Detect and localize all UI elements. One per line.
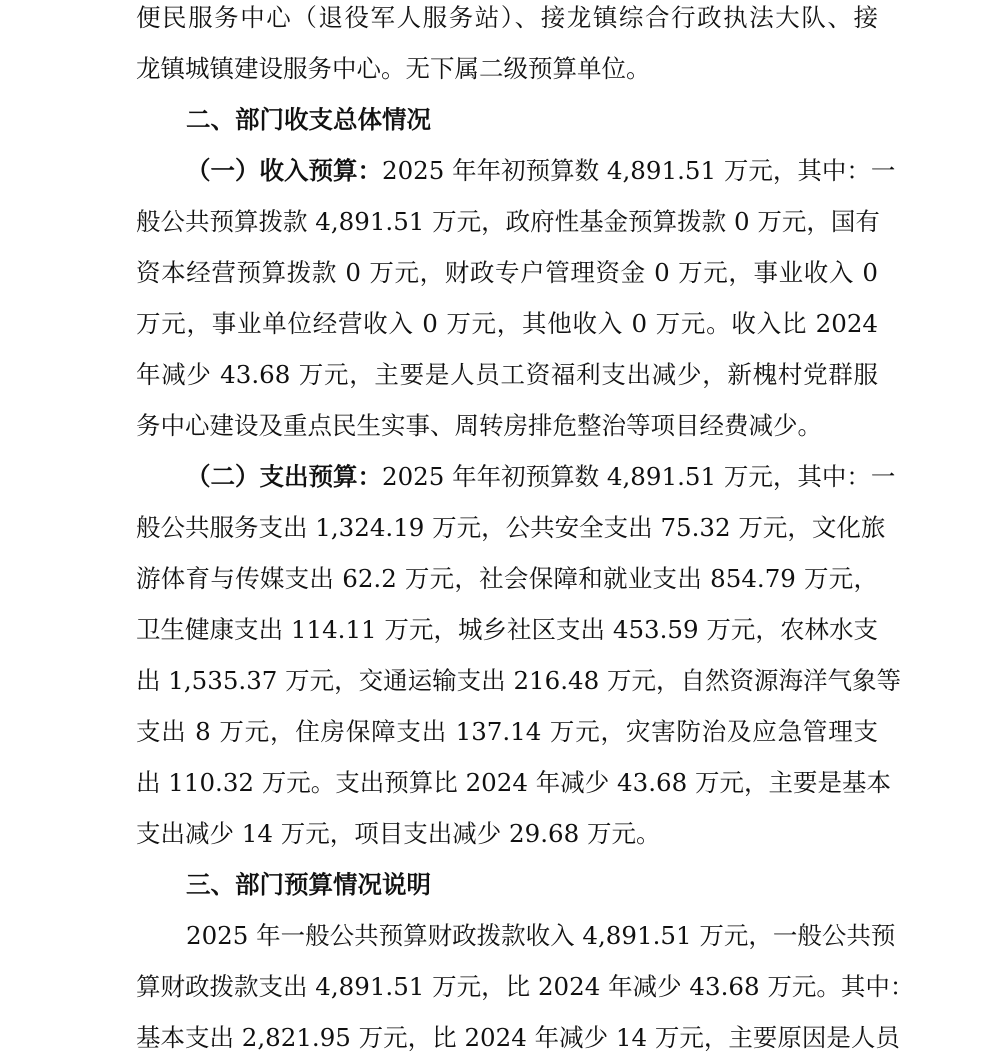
- paragraph-line-income-start: [186, 153, 896, 189]
- paragraph-line: 万元，事业单位经营收入 0 万元，其他收入 0 万元。收入比 2024: [136, 309, 878, 338]
- paragraph-line: 般公共服务支出 1,324.19 万元，公共安全支出 75.32 万元，文化旅: [136, 513, 886, 542]
- income-budget-text: 2025 年年初预算数 4,891.51 万元，其中：一: [382, 156, 896, 185]
- paragraph-line: 支出 8 万元，住房保障支出 137.14 万元，灾害防治及应急管理支: [136, 717, 878, 746]
- paragraph-line: 般公共预算拨款 4,891.51 万元，政府性基金预算拨款 0 万元，国有: [136, 207, 880, 236]
- paragraph-line: 出 110.32 万元。支出预算比 2024 年减少 43.68 万元，主要是基本: [136, 768, 891, 797]
- paragraph-line-expense-start: [186, 459, 896, 495]
- paragraph-line: 2025 年一般公共预算财政拨款收入 4,891.51 万元，一般公共预: [186, 921, 896, 950]
- paragraph-line: 卫生健康支出 114.11 万元，城乡社区支出 453.59 万元，农林水支: [136, 615, 878, 644]
- paragraph-line: 基本支出 2,821.95 万元，比 2024 年减少 14 万元，主要原因是人员: [136, 1023, 900, 1052]
- paragraph-line: 算财政拨款支出 4,891.51 万元，比 2024 年减少 43.68 万元。其中：: [136, 972, 915, 1001]
- paragraph-line: 务中心建设及重点民生实事、周转房排危整治等项目经费减少。: [136, 411, 822, 440]
- section-heading: 二、部门收支总体情况: [186, 105, 431, 134]
- paragraph-line: 资本经营预算拨款 0 万元，财政专户管理资金 0 万元，事业收入 0: [136, 258, 878, 287]
- income-budget-label: （一）收入预算：: [186, 156, 382, 185]
- expense-budget-text: 2025 年年初预算数 4,891.51 万元，其中：一: [382, 462, 896, 491]
- expense-budget-label: （二）支出预算：: [186, 462, 382, 491]
- paragraph-line: 便民服务中心（退役军人服务站）、接龙镇综合行政执法大队、接: [136, 3, 878, 32]
- section-heading: 三、部门预算情况说明: [186, 870, 431, 899]
- paragraph-line: 支出减少 14 万元，项目支出减少 29.68 万元。: [136, 819, 661, 848]
- paragraph-line: 游体育与传媒支出 62.2 万元，社会保障和就业支出 854.79 万元，: [136, 564, 878, 593]
- paragraph-line: 出 1,535.37 万元，交通运输支出 216.48 万元，自然资源海洋气象等: [136, 666, 901, 695]
- paragraph-line: 年减少 43.68 万元，主要是人员工资福利支出减少，新槐村党群服: [136, 360, 878, 389]
- paragraph-line: 龙镇城镇建设服务中心。无下属二级预算单位。: [136, 54, 651, 83]
